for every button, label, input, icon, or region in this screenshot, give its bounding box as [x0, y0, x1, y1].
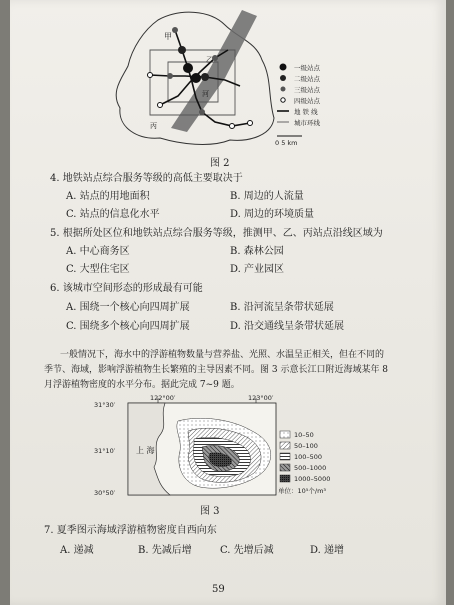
- intro-line-3: 月浮游植物密度的水平分布。据此完成 7~9 题。: [44, 380, 240, 390]
- q6-option-c[interactable]: C. 围绕多个核心向四周扩展: [66, 321, 190, 332]
- q4-stem: 4. 地铁站点综合服务等级的高低主要取决于: [50, 173, 243, 184]
- q7-option-c[interactable]: C. 先增后减: [220, 545, 274, 556]
- q5-option-d[interactable]: D. 产业园区: [230, 264, 285, 275]
- station-1: [183, 63, 193, 73]
- fig2-legend: [275, 63, 321, 147]
- fig3-legend-2: 50–100: [294, 442, 318, 450]
- q5-option-a[interactable]: A. 中心商务区: [66, 246, 130, 257]
- figure-3-caption: 图 3: [200, 506, 220, 517]
- fig3-legend: [278, 431, 330, 495]
- fig3-legend-5: 1000–5000: [294, 475, 331, 483]
- label-river: 河: [202, 90, 209, 98]
- fig3-unit: 单位：10⁵个/m³: [278, 487, 327, 495]
- lon-right: 123°00′: [248, 395, 274, 402]
- legend-4: 四级站点: [294, 97, 320, 105]
- intro-line-1: 一般情况下，海水中的浮游植物数量与营养盐、光照、水温呈正相关，但在不同的: [60, 350, 385, 360]
- figure-2-map: [10, 0, 446, 165]
- legend-3: 三级站点: [294, 86, 320, 94]
- station-10: [248, 121, 253, 126]
- q4-option-a[interactable]: A. 站点的用地面积: [66, 191, 150, 202]
- station-3: [178, 46, 186, 54]
- station-4: [201, 73, 209, 81]
- legend-5: 地 铁 线: [294, 108, 318, 116]
- q5-stem: 5. 根据所处区位和地铁站点综合服务等级，推测甲、乙、丙站点沿线区域为: [50, 228, 383, 239]
- fig3-legend-1: 10–50: [294, 431, 314, 439]
- q6-option-b[interactable]: B. 沿河流呈条带状延展: [230, 302, 334, 313]
- river-band: [171, 10, 257, 132]
- q7-stem: 7. 夏季图示海域浮游植物密度自西向东: [44, 525, 217, 536]
- station-12: [158, 103, 163, 108]
- figure-2-caption: 图 2: [210, 158, 230, 169]
- station-7: [199, 109, 205, 115]
- q5-option-c[interactable]: C. 大型住宅区: [66, 264, 130, 275]
- q4-option-b[interactable]: B. 周边的人流量: [230, 191, 304, 202]
- q7-option-d[interactable]: D. 递增: [310, 545, 345, 556]
- figure-3-map: [10, 395, 446, 503]
- scale-label: 0 5 km: [275, 139, 298, 147]
- legend-6: 城市环线: [294, 119, 320, 127]
- label-yi: 乙: [206, 56, 213, 64]
- station-5: [172, 27, 178, 33]
- q6-option-d[interactable]: D. 沿交通线呈条带状延展: [230, 321, 345, 332]
- label-bing: 丙: [150, 122, 157, 130]
- q7-option-a[interactable]: A. 递减: [60, 545, 94, 556]
- legend-1: 一级站点: [294, 64, 320, 72]
- q4-option-c[interactable]: C. 站点的信息化水平: [66, 209, 160, 220]
- station-6: [167, 73, 173, 79]
- fig3-legend-4: 500–1000: [294, 464, 327, 472]
- station-2: [191, 73, 201, 83]
- q4-option-d[interactable]: D. 周边的环境质量: [230, 209, 315, 220]
- lat-top: 31°30′: [94, 401, 116, 409]
- lat-bottom: 30°50′: [94, 489, 116, 497]
- q6-option-a[interactable]: A. 围绕一个核心向四周扩展: [66, 302, 190, 313]
- station-11: [148, 73, 153, 78]
- label-jia: 甲: [164, 32, 172, 41]
- station-9: [230, 124, 235, 129]
- lon-left: 122°00′: [150, 395, 176, 402]
- lat-mid: 31°10′: [94, 447, 116, 455]
- legend-2: 二级站点: [294, 75, 320, 83]
- intro-line-2: 季节、海域，影响浮游植物生长繁殖的主导因素不同。图 3 示意长江口附近海域某年 8: [44, 365, 389, 375]
- exam-page: [10, 0, 446, 605]
- fig3-legend-3: 100–500: [294, 453, 323, 461]
- page-number: 59: [212, 584, 225, 595]
- q6-stem: 6. 该城市空间形态的形成最有可能: [50, 283, 203, 294]
- label-shanghai: 上 海: [136, 446, 155, 455]
- q7-option-b[interactable]: B. 先减后增: [138, 545, 192, 556]
- q5-option-b[interactable]: B. 森林公园: [230, 246, 284, 257]
